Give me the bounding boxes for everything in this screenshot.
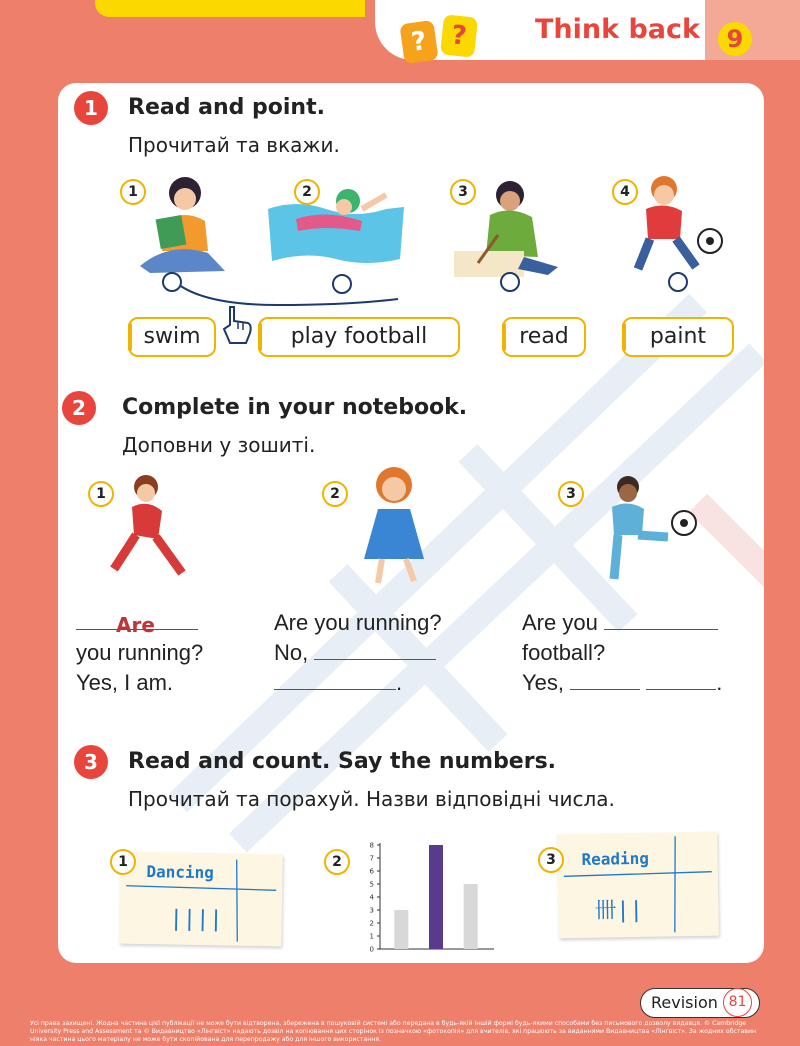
answer-end: . xyxy=(396,670,403,695)
unit-number: 9 xyxy=(718,22,752,56)
word-option[interactable]: read xyxy=(502,317,586,357)
girl-reading-icon xyxy=(130,171,240,281)
tally-note-1 xyxy=(119,852,283,947)
tally-marks: |||| xyxy=(169,906,223,933)
revision-label: Revision xyxy=(651,993,718,1012)
section-1-title: Read and point. xyxy=(128,95,325,120)
answer-point[interactable] xyxy=(668,272,688,292)
exercise-2-item-3 xyxy=(522,608,762,698)
answer-end: . xyxy=(716,670,723,695)
boy-painting-icon xyxy=(448,175,568,285)
question-mark-icon: ? xyxy=(440,14,478,57)
exercise-2-item-1 xyxy=(76,608,276,698)
girl-running-icon xyxy=(100,469,200,589)
section-3-title: Read and count. Say the numbers. xyxy=(128,749,557,774)
page-number: 81 xyxy=(723,988,752,1017)
answer-text: Yes, xyxy=(522,670,565,695)
answer-text: No, xyxy=(274,640,309,665)
question-text: football? xyxy=(522,640,606,665)
section-1-subtitle: Прочитай та вкажи. xyxy=(128,133,340,157)
y-tick-label: 1 xyxy=(369,932,374,941)
note-label: Reading xyxy=(581,848,650,869)
answer-blank[interactable] xyxy=(570,669,640,690)
girl-in-blue-dress-icon xyxy=(344,463,444,587)
bar xyxy=(429,845,443,949)
answer-blank[interactable] xyxy=(604,609,718,630)
question-text: Are you xyxy=(522,610,598,635)
picture-number: 1 xyxy=(110,849,136,875)
y-tick-label: 2 xyxy=(369,919,374,928)
picture-number: 3 xyxy=(538,847,564,873)
question-text: you running? xyxy=(76,640,204,665)
pointing-hand-icon xyxy=(220,303,256,345)
picture-number: 1 xyxy=(88,481,114,507)
answer-blank[interactable] xyxy=(274,669,396,690)
y-tick-label: 7 xyxy=(369,854,374,863)
picture-number: 2 xyxy=(322,481,348,507)
y-tick-label: 5 xyxy=(369,880,374,889)
top-yellow-strip xyxy=(95,0,365,17)
question-mark-icon: ? xyxy=(399,20,438,64)
girl-swimming-icon xyxy=(266,179,406,269)
bar xyxy=(394,910,408,949)
note-label: Dancing xyxy=(146,862,215,883)
answer-blank[interactable] xyxy=(314,639,436,660)
word-option[interactable]: swim xyxy=(128,317,216,357)
y-tick-label: 0 xyxy=(369,945,374,954)
section-1-number: 1 xyxy=(74,91,108,125)
answer-point[interactable] xyxy=(500,272,520,292)
section-2-title: Complete in your notebook. xyxy=(122,395,468,420)
picture-number: 3 xyxy=(450,179,476,205)
boy-kicking-ball-icon xyxy=(584,471,704,589)
section-3-number: 3 xyxy=(74,745,108,779)
page-title: Think back xyxy=(535,14,700,45)
answer-point[interactable] xyxy=(332,274,352,294)
filled-answer: Are xyxy=(116,613,155,637)
question-text: Are you running? xyxy=(274,610,442,635)
answer-point[interactable] xyxy=(162,272,182,292)
picture-number: 1 xyxy=(120,179,146,205)
y-tick-label: 8 xyxy=(369,841,374,850)
revision-badge xyxy=(640,988,760,1018)
section-3-subtitle: Прочитай та порахуй. Назви відповідні числа. xyxy=(128,787,615,811)
boy-football-icon xyxy=(620,169,730,289)
tally-note-3 xyxy=(557,832,719,939)
y-tick-label: 3 xyxy=(369,906,374,915)
picture-number: 2 xyxy=(324,849,350,875)
y-tick-label: 4 xyxy=(369,893,374,902)
picture-number: 2 xyxy=(294,179,320,205)
word-option[interactable]: play football xyxy=(258,317,460,357)
section-2-number: 2 xyxy=(62,391,96,425)
word-option[interactable]: paint xyxy=(622,317,734,357)
copyright-notice: Усі права захищені. Жодна частина цієї публікації не може бути відтворена, збережена в пошуковій системі або передана в будь-якій іншій формі будь-якими способами без письмового дозволу видавця. © Cambridge University Press and Assessment та © Видавництво «Лінгвіст» надають дозвіл на копіювання цих сторінок із позначкою «фотокопія» для вчителів, які працюють за виданнями Видавництва «Лінгвіст». За жодних обставин ніяка частина цього матеріалу не може бути скопійована для перепродажу або для іншого використання. xyxy=(30,1020,757,1043)
matching-line xyxy=(158,273,418,323)
section-2-subtitle: Доповни у зошиті. xyxy=(122,433,316,457)
bar xyxy=(464,884,478,949)
answer-text: Yes, I am. xyxy=(76,670,174,695)
answer-blank[interactable] xyxy=(646,669,716,690)
picture-number: 3 xyxy=(558,481,584,507)
bar-chart xyxy=(358,839,498,959)
picture-number: 4 xyxy=(612,179,638,205)
exercise-2-item-2 xyxy=(274,608,504,698)
y-tick-label: 6 xyxy=(369,867,374,876)
tally-marks: 卌|| xyxy=(594,897,644,924)
exercise-card xyxy=(58,83,764,963)
